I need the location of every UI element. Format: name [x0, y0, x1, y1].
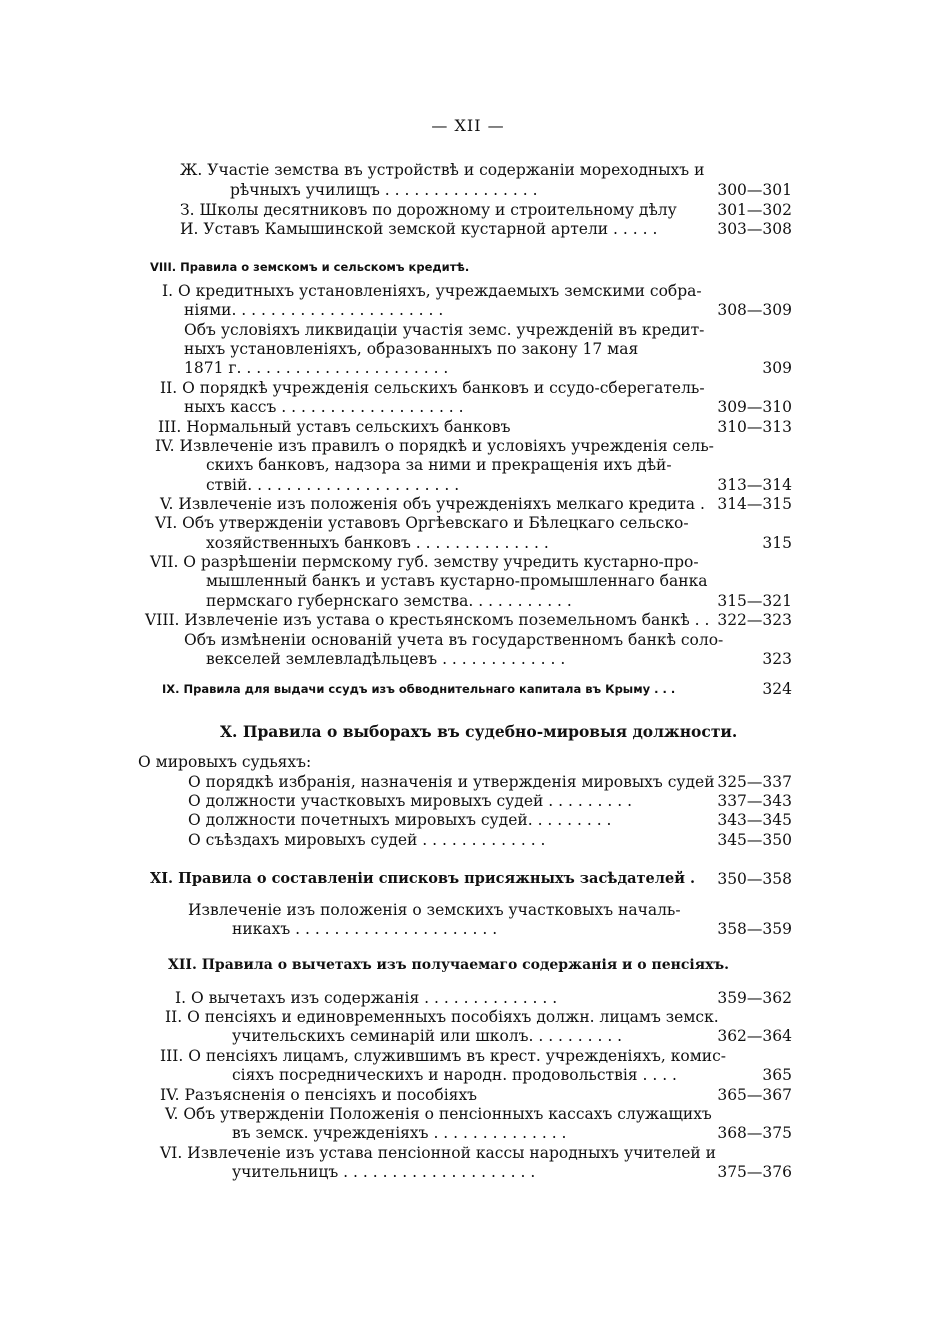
toc-line: III. Нормальный уставъ сельскихъ банковъ — [158, 418, 511, 436]
toc-line: ніями. . . . . . . . . . . . . . . . . . . . . . — [184, 301, 444, 319]
section-heading: IX. Правила для выдачи ссудъ изъ обводнительнаго капитала въ Крыму . . . — [162, 682, 676, 696]
page-range: 300—301 — [717, 181, 792, 199]
toc-line: 1871 г. . . . . . . . . . . . . . . . . . . . . . — [184, 359, 449, 377]
toc-line: Объ измѣненіи основаній учета въ государственномъ банкѣ соло- — [184, 631, 724, 649]
toc-line: V. Извлеченіе изъ положенія объ учрежденіяхъ мелкаго кредита . — [160, 495, 705, 513]
page-range: 337—343 — [717, 792, 792, 810]
toc-line: З. Школы десятниковъ по дорожному и строительному дѣлу — [180, 201, 677, 219]
toc-line: VIII. Извлеченіе изъ устава о крестьянскомъ поземельномъ банкѣ . . — [145, 611, 710, 629]
page-range: 314—315 — [717, 495, 792, 513]
page-number-header: — XII — — [431, 116, 505, 135]
toc-line: ствій. . . . . . . . . . . . . . . . . . . . . . — [206, 476, 460, 494]
toc-line: I. О кредитныхъ установленіяхъ, учреждаемыхъ земскими собра- — [162, 282, 702, 300]
page-range: 313—314 — [717, 476, 792, 494]
toc-line: Ж. Участіе земства въ устройствѣ и содержаніи мореходныхъ и — [180, 161, 705, 179]
toc-line: учительскихъ семинарій или школъ. . . . . . . . . . — [232, 1027, 623, 1045]
toc-line: О должности почетныхъ мировыхъ судей. . . . . . . . . — [188, 811, 612, 829]
section-heading: VIII. Правила о земскомъ и сельскомъ кредитѣ. — [150, 260, 470, 274]
page-range: 303—308 — [717, 220, 792, 238]
toc-line: Извлеченіе изъ положенія о земскихъ участковыхъ началь- — [188, 901, 681, 919]
toc-line: О должности участковыхъ мировыхъ судей . . . . . . . . . — [188, 792, 633, 810]
toc-line: IV. Разъясненія о пенсіяхъ и пособіяхъ — [160, 1086, 478, 1104]
toc-line: хозяйственныхъ банковъ . . . . . . . . . . . . . . — [206, 534, 549, 552]
toc-line: VI. Извлеченіе изъ устава пенсіонной кассы народныхъ учителей и — [160, 1144, 717, 1162]
section-heading: XI. Правила о составленіи списковъ присяжныхъ засѣдателей . — [150, 870, 696, 887]
page-range: 368—375 — [717, 1124, 792, 1142]
toc-line: VI. Объ утвержденіи уставовъ Оргѣевскаго и Бѣлецкаго сельско- — [155, 514, 689, 532]
page-range: 324 — [762, 680, 792, 698]
toc-line: рѣчныхъ училищъ . . . . . . . . . . . . . . . . — [230, 181, 538, 199]
toc-line: мышленный банкъ и уставъ кустарно-промышленнаго банка — [206, 572, 708, 590]
page-range: 365 — [762, 1066, 792, 1084]
toc-line: пермскаго губернскаго земства. . . . . . . . . . . — [206, 592, 572, 610]
toc-line: скихъ банковъ, надзора за ними и прекращенія ихъ дѣй- — [206, 456, 672, 474]
page-range: 322—323 — [717, 611, 792, 629]
page-range: 301—302 — [717, 201, 792, 219]
page-range: 315—321 — [717, 592, 792, 610]
page-range: 315 — [762, 534, 792, 552]
page-range: 309—310 — [717, 398, 792, 416]
toc-line: VII. О разрѣшеніи пермскому губ. земству учредить кустарно-про- — [150, 553, 699, 571]
section-heading: X. Правила о выборахъ въ судебно-мировыя должности. — [220, 722, 738, 741]
toc-line: I. О вычетахъ изъ содержанія . . . . . . . . . . . . . . — [175, 989, 558, 1007]
page-range: 308—309 — [717, 301, 792, 319]
section-heading: XII. Правила о вычетахъ изъ получаемаго содержанія и о пенсіяхъ. — [168, 957, 730, 973]
toc-line: II. О пенсіяхъ и единовременныхъ пособіяхъ должн. лицамъ земск. — [165, 1008, 719, 1026]
toc-line: II. О порядкѣ учрежденія сельскихъ банковъ и ссудо-сберегатель- — [160, 379, 705, 397]
page-range: 365—367 — [717, 1086, 792, 1104]
page-range: 362—364 — [717, 1027, 792, 1045]
toc-line: О мировыхъ судьяхъ: — [138, 753, 312, 771]
toc-line: никахъ . . . . . . . . . . . . . . . . . . . . . — [232, 920, 498, 938]
toc-line: учительницъ . . . . . . . . . . . . . . . . . . . . — [232, 1163, 536, 1181]
toc-line: векселей землевладѣльцевъ . . . . . . . . . . . . . — [206, 650, 566, 668]
page-range: 359—362 — [717, 989, 792, 1007]
toc-line: III. О пенсіяхъ лицамъ, служившимъ въ крест. учрежденіяхъ, комис- — [160, 1047, 727, 1065]
page-range: 323 — [762, 650, 792, 668]
page-range: 310—313 — [717, 418, 792, 436]
toc-line: Объ условіяхъ ликвидаціи участія земс. учрежденій въ кредит- — [184, 321, 705, 339]
toc-line: И. Уставъ Камышинской земской кустарной артели . . . . . — [180, 220, 658, 238]
page-range: 325—337 — [717, 773, 792, 791]
page-range: 375—376 — [717, 1163, 792, 1181]
page-range: 358—359 — [717, 920, 792, 938]
page-range: 350—358 — [717, 870, 792, 888]
toc-line: О порядкѣ избранія, назначенія и утвержденія мировыхъ судей — [188, 773, 715, 791]
toc-line: въ земск. учрежденіяхъ . . . . . . . . . . . . . . — [232, 1124, 567, 1142]
toc-line: V. Объ утвержденіи Положенія о пенсіонныхъ кассахъ служащихъ — [165, 1105, 712, 1123]
page-range: 343—345 — [717, 811, 792, 829]
toc-line: сіяхъ посредническихъ и народн. продовольствія . . . . — [232, 1066, 677, 1084]
toc-line: О съѣздахъ мировыхъ судей . . . . . . . . . . . . . — [188, 831, 546, 849]
page-range: 309 — [762, 359, 792, 377]
toc-line: IV. Извлеченіе изъ правилъ о порядкѣ и условіяхъ учрежденія сель- — [155, 437, 714, 455]
toc-line: ныхъ установленіяхъ, образованныхъ по закону 17 мая — [184, 340, 639, 358]
toc-line: ныхъ кассъ . . . . . . . . . . . . . . . . . . . — [184, 398, 464, 416]
page-range: 345—350 — [717, 831, 792, 849]
